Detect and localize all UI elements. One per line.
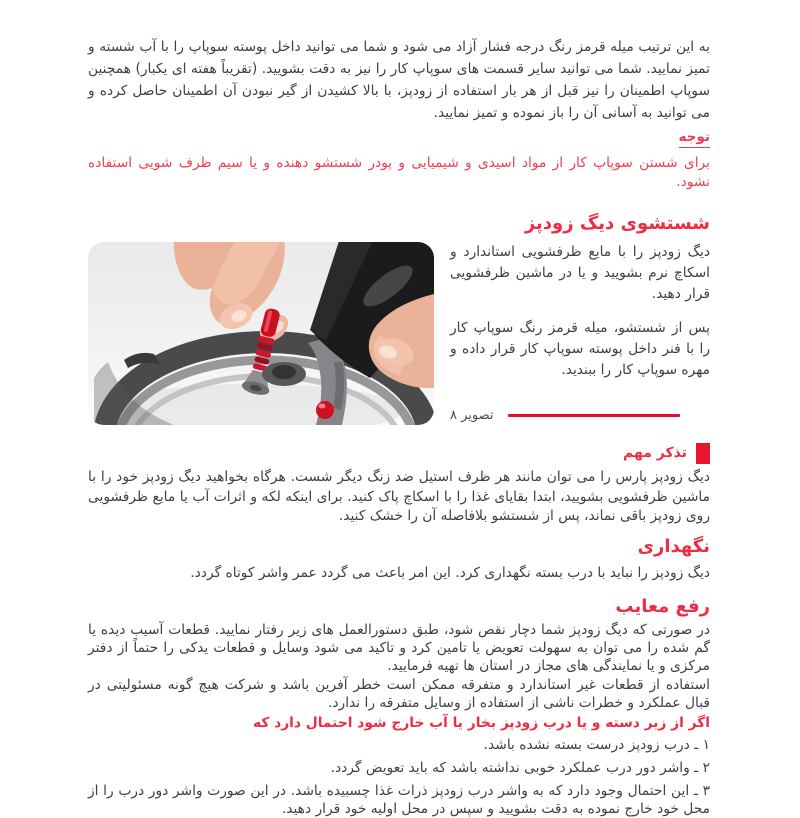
steam-leak-item-2: ۲ ـ واشر دور درب عملکرد خوبی نداشته باشد که باید تعویض گردد. bbox=[330, 759, 710, 776]
steam-leak-list bbox=[88, 736, 710, 818]
maintenance-title: نگهداری bbox=[637, 535, 710, 557]
washing-para-2: پس از شستشو، میله قرمز رنگ سوپاپ کار را با فنر داخل پوسته سوپاپ کار قرار داده و مهره سوپاپ کار را ببندید. bbox=[450, 320, 710, 378]
troubleshooting-para-1: در صورتی که دیگ زودپز شما دچار نقص شود، طبق دستورالعمل های زیر رفتار نمایید. قطعات آسیب دیده یا گم شده را می توان به سهولت تعویض یا تامین کرد و تاکید می شود وسایل و قطعات یدکی را حتماً از دفتر مرکزی و یا نمایندگی های مجاز در استان ها تهیه فرمایید. bbox=[88, 621, 710, 674]
steam-leak-item-1: ۱ ـ درب زودپز درست بسته نشده باشد. bbox=[483, 736, 710, 753]
steam-leak-item-3: ۳ ـ این احتمال وجود دارد که به واشر درب زودپز ذرات غذا چسبیده باشد. در این صورت واشر دور درب را از محل خود خارج نموده به دقت بشویید و سپس در محل اولیه خود قرار دهید. bbox=[88, 782, 710, 817]
troubleshooting-para-2: استفاده از قطعات غیر استاندارد و متفرقه ممکن است خطر آفرین باشد و شرکت هیچ گونه مسئولیتی در قبال عملکرد و خطرات ناشی از استفاده از وسایل متفرقه را ندارد. bbox=[88, 676, 710, 711]
washing-para-1: دیگ زودپز را با مایع ظرفشویی استاندارد و اسکاچ نرم بشویید و یا در ماشین ظرفشویی قرار دهید. bbox=[450, 244, 710, 302]
steam-leak-title: اگر از زیر دسته و یا درب زودپز بخار یا آب خارج شود احتمال دارد که bbox=[252, 714, 710, 731]
safety-valve bbox=[316, 401, 334, 419]
important-note-header bbox=[88, 442, 710, 464]
maintenance-body: دیگ زودپز را نباید با درب بسته نگهداری کرد. این امر باعث می گردد عمر واشر کوتاه گردد. bbox=[190, 564, 710, 581]
important-note-title: تذکر مهم bbox=[623, 445, 687, 461]
figure-image bbox=[88, 242, 434, 425]
figure-caption-rule bbox=[508, 414, 680, 417]
pressure-cooker-lid-illustration bbox=[88, 242, 434, 425]
note-body: برای شستن سوپاپ کار از مواد اسیدی و شیمیایی و پودر شستشو دهنده و یا سیم ظرف شویی استفاده نشود. bbox=[88, 155, 710, 190]
washing-section-title: شستشوی دیگ زودپز bbox=[524, 213, 710, 234]
note-title: توجه bbox=[88, 129, 710, 148]
washing-media-row bbox=[88, 242, 710, 425]
washing-text-column bbox=[450, 242, 710, 425]
figure-caption-row bbox=[450, 408, 710, 423]
figure-caption: تصویر ۸ bbox=[450, 408, 494, 423]
intro-paragraph: به این ترتیب میله قرمز رنگ درجه فشار آزاد می شود و شما می توانید داخل پوسته سوپاپ را با آب شسته و تمیز نمایید. شما می توانید سایر قسمت های سوپاپ کار را نیز به دقت بشویید. (تقریباً هفته ای یکبار) همچنین سوپاپ اطمینان را نیز قبل از هر بار استفاده از زودپز، با بالا کشیدن از گیر نبودن آن اطمینان حاصل کرده و می توانید به آسانی آن را باز نموده و تمیز نمایید. bbox=[88, 39, 710, 121]
troubleshooting-title: رفع معایب bbox=[615, 595, 710, 617]
important-note-body: دیگ زودپز پارس را می توان مانند هر ظرف استیل ضد زنگ دیگر شست. هرگاه بخواهید دیگ زودپز خود را با ماشین ظرفشویی بشویید، ابتدا بقایای غذا را با اسکاچ پاک کنید. برای اینکه لکه و اثرات آب یا مایع ظرفشویی روی زودپز باقی نماند، پس از شستشو بلافاصله آن را خشک کنید. bbox=[88, 469, 710, 524]
red-square-marker bbox=[696, 443, 710, 464]
